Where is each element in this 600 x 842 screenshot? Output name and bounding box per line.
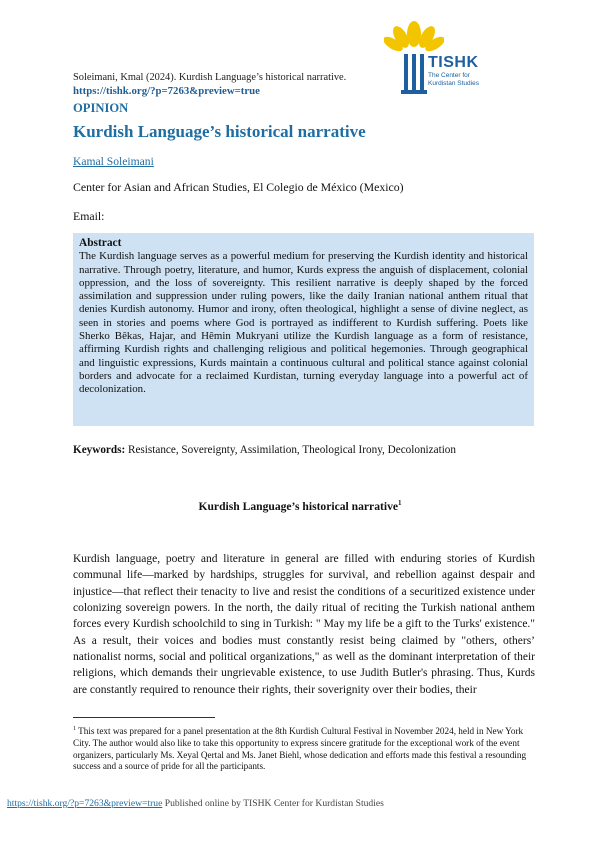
footnote	[73, 724, 535, 773]
footnote-marker[interactable]: 1	[398, 499, 402, 507]
citation-line: Soleimani, Kmal (2024). Kurdish Language’s historical narrative.	[73, 72, 347, 83]
section-title	[0, 499, 600, 513]
abstract-box	[73, 233, 534, 426]
author-link[interactable]: Kamal Soleimani	[73, 155, 154, 168]
keywords-value: Resistance, Sovereignty, Assimilation, Theological Irony, Decolonization	[128, 444, 456, 456]
email-label: Email:	[73, 209, 105, 223]
keywords-label: Keywords:	[73, 444, 126, 456]
logo-subtitle-2: Kurdistan Studies	[428, 79, 479, 87]
abstract-text: The Kurdish language serves as a powerful medium for preserving the Kurdish identity and historical narrative. Through poetry, literature, and humor, Kurds express the anguish of displacement, colonial oppression, and the loss of sovereignty. This resilient narrative is deeply shaped by the forced assimilation and suppression under ruling powers, like the daily Iranian national anthem ritual that denies Kurdish autonomy. Humor and irony, often theological, highlight a sense of divine neglect, as seen in stories and poems where God is portrayed as indifferent to Kurdish suffering. Poets like Sherko Bêkas, Hajar, and Hêmin Mukryani utilize the Kurdish language as a form of resistance, affirming Kurdish rights and challenging religious and political hegemonies. Through geographical and linguistic expressions, Kurds maintain a continuous cultural and political stance against colonial borders and advocate for a reclaimed Kurdistan, turning everyday language into a powerful act of decolonization.	[79, 250, 528, 396]
footnote-text: This text was prepared for a panel presentation at the 8th Kurdish Cultural Festival in November 2024, held in New York City. The author would also like to take this opportunity to express sincere gratitude for the exceptional work of the event organizers, particularly Ms. Xeyal Qertal and Ms. Janet Biehl, whose dedication and efforts made this festival a resounding success and a source of pride for all the participants.	[73, 726, 527, 772]
footnote-divider	[73, 717, 215, 718]
logo-name: TISHK	[428, 54, 479, 71]
affiliation: Center for Asian and African Studies, El Colegio de México (Mexico)	[73, 180, 404, 194]
tishk-logo	[384, 20, 554, 100]
footnote-number: 1	[73, 726, 76, 732]
page-footer	[7, 798, 384, 809]
abstract-heading: Abstract	[79, 237, 122, 249]
body-paragraph: Kurdish language, poetry and literature in general are filled with enduring stories of Kurdish communal life—marked by hardships, struggles for survival, and rebellion against despair and injustice—that reflect their tenacity to live and resist the conditions of a securitized existence under colonizing sovereign powers. In the north, the daily ritual of reciting the Turkish national anthem forces every Kurdish schoolchild to sing in Turkish: " May my life be a gift to the Turks' existence." As a result, their voices and bodies must constantly resist being claimed by "others, others’ nationalist norms, social and political organizations," as well as the dominant interpretation of their religions, which demands their ungrievable existence, to use Judith Butler's phrasing. Thus, Kurds are constantly required to renounce their rights, their soverignity over their bodies, their	[73, 553, 535, 696]
section-title-text: Kurdish Language’s historical narrative	[198, 499, 399, 513]
footer-link[interactable]: https://tishk.org/?p=7263&preview=true	[7, 798, 163, 809]
section-label: OPINION	[73, 101, 129, 115]
footer-text: Published online by TISHK Center for Kurdistan Studies	[164, 798, 384, 809]
logo-subtitle-1: The Center for	[428, 72, 470, 79]
article-title: Kurdish Language’s historical narrative	[73, 122, 366, 141]
article-link[interactable]: https://tishk.org/?p=7263&preview=true	[73, 85, 260, 97]
keywords	[73, 444, 456, 456]
